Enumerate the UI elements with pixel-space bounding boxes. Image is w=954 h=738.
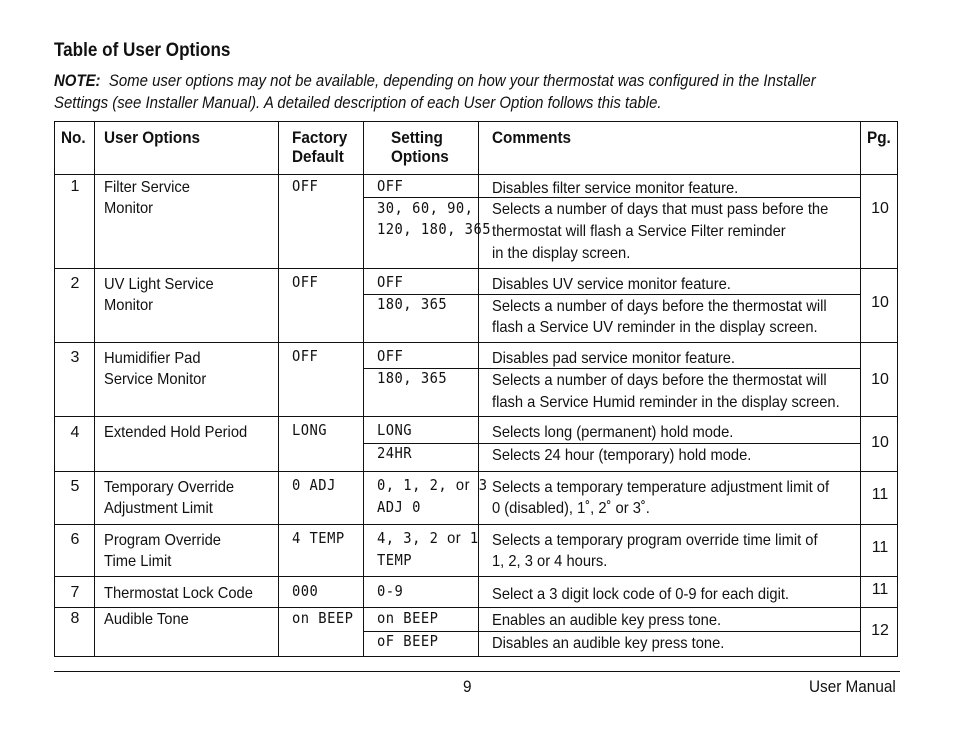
note-text: Some user options may not be available, depending on how your thermostat was configured in the Installer Settings (see Installer Manual). A detailed description of each User Option follows this table. <box>54 71 816 112</box>
row-4-option: Extended Hold Period <box>104 424 248 441</box>
row-7-option: Thermostat Lock Code <box>104 585 253 602</box>
row-8-pg: 12 <box>871 622 889 639</box>
row-2-comment-2b: flash a Service UV reminder in the display screen. <box>492 319 818 336</box>
row-1-setting-2a: 30, 60, 90, <box>377 199 474 217</box>
row-6-setting-1 <box>377 528 479 550</box>
row-2-option-line2: Monitor <box>104 297 154 314</box>
page-title: Table of User Options <box>54 40 231 61</box>
row-1-comment-2b: thermostat will flash a Service Filter reminder <box>492 223 786 240</box>
header-no: No. <box>61 128 86 147</box>
row-4-setting-2: 24HR <box>377 444 413 462</box>
header-setting-options-2: Options <box>391 147 449 166</box>
row-3-option-line1: Humidifier Pad <box>104 350 201 367</box>
row-4-comment-1: Selects long (permanent) hold mode. <box>492 424 734 441</box>
row-3-option-line2: Service Monitor <box>104 371 207 388</box>
row-6-setting-1-last: 1 <box>469 529 479 547</box>
row-5-no: 5 <box>70 478 80 495</box>
user-options-table <box>54 121 898 657</box>
row-1-setting-1: OFF <box>377 177 404 195</box>
row-5-pg: 11 <box>871 486 889 503</box>
row-6-pg: 11 <box>871 539 889 556</box>
row-7-setting-1: 0-9 <box>377 582 404 600</box>
row-5-default: 0 ADJ <box>292 476 336 494</box>
row-7-default: 000 <box>292 582 319 600</box>
row-6-comment-1: Selects a temporary program override time limit of <box>492 532 818 549</box>
row-6-default: 4 TEMP <box>292 529 345 547</box>
row-6-option-line2: Time Limit <box>104 553 172 570</box>
row-5-setting-1-or: or <box>455 477 470 494</box>
row-1-no: 1 <box>70 178 80 195</box>
row-6-no: 6 <box>70 531 80 548</box>
row-6-setting-1-or: or <box>447 530 462 547</box>
footer-rule <box>54 671 900 672</box>
row-3-comment-2b: flash a Service Humid reminder in the display screen. <box>492 394 840 411</box>
row-3-setting-1: OFF <box>377 347 404 365</box>
row-divider <box>55 174 897 175</box>
header-comments: Comments <box>492 128 572 147</box>
header-pg: Pg. <box>867 128 891 147</box>
row-3-pg: 10 <box>871 371 889 388</box>
row-5-setting-1-values: 0, 1, 2, <box>377 476 448 494</box>
row-1-pg: 10 <box>871 200 889 217</box>
row-7-no: 7 <box>70 584 80 601</box>
row-3-comment-2a: Selects a number of days before the thermostat will <box>492 372 827 389</box>
row-8-setting-2: oF BEEP <box>377 632 439 650</box>
row-5-comment-1: Selects a temporary temperature adjustment limit of <box>492 479 830 496</box>
header-factory-default-2: Default <box>292 147 344 166</box>
row-divider <box>55 607 897 608</box>
row-8-option: Audible Tone <box>104 611 189 628</box>
row-2-setting-1: OFF <box>377 273 404 291</box>
row-7-comment-1: Select a 3 digit lock code of 0-9 for each digit. <box>492 586 790 603</box>
row-4-no: 4 <box>70 424 80 441</box>
note-paragraph <box>54 70 846 114</box>
row-1-comment-2a: Selects a number of days that must pass before the <box>492 201 829 218</box>
row-1-comment-2c: in the display screen. <box>492 245 631 262</box>
row-divider <box>55 524 897 525</box>
row-6-setting-2: TEMP <box>377 551 413 569</box>
row-2-default: OFF <box>292 273 319 291</box>
row-5-setting-2: ADJ 0 <box>377 498 421 516</box>
row-divider <box>55 416 897 417</box>
row-2-comment-2a: Selects a number of days before the thermostat will <box>492 298 827 315</box>
row-5-setting-1 <box>377 475 487 497</box>
row-divider <box>55 342 897 343</box>
row-6-setting-1-values: 4, 3, 2 <box>377 529 439 547</box>
row-1-option-line1: Filter Service <box>104 179 190 196</box>
row-8-setting-1: on BEEP <box>377 609 439 627</box>
row-1-default: OFF <box>292 177 319 195</box>
row-5-option-line1: Temporary Override <box>104 479 235 496</box>
row-3-comment-1: Disables pad service monitor feature. <box>492 350 735 367</box>
footer-manual-title: User Manual <box>809 677 896 696</box>
row-divider <box>55 268 897 269</box>
row-6-option-line1: Program Override <box>104 532 221 549</box>
row-2-no: 2 <box>70 275 80 292</box>
header-user-options: User Options <box>104 128 201 147</box>
row-3-default: OFF <box>292 347 319 365</box>
row-5-comment-2: 0 (disabled), 1˚, 2˚ or 3˚. <box>492 500 650 517</box>
row-4-default: LONG <box>292 421 328 439</box>
row-2-setting-2: 180, 365 <box>377 295 448 313</box>
row-1-comment-1: Disables filter service monitor feature. <box>492 180 739 197</box>
row-3-no: 3 <box>70 349 80 366</box>
row-divider <box>55 471 897 472</box>
row-4-setting-1: LONG <box>377 421 413 439</box>
row-4-comment-2: Selects 24 hour (temporary) hold mode. <box>492 447 752 464</box>
row-1-setting-2b: 120, 180, 365 <box>377 220 491 238</box>
row-8-default: on BEEP <box>292 609 354 627</box>
row-8-comment-1: Enables an audible key press tone. <box>492 612 722 629</box>
row-2-pg: 10 <box>871 294 889 311</box>
note-label: NOTE: <box>54 71 101 90</box>
row-8-comment-2: Disables an audible key press tone. <box>492 635 725 652</box>
row-1-option-line2: Monitor <box>104 200 154 217</box>
sub-row-divider <box>363 443 860 444</box>
row-divider <box>55 576 897 577</box>
row-5-setting-1-last: 3 <box>478 476 488 494</box>
row-4-pg: 10 <box>871 434 889 451</box>
row-3-setting-2: 180, 365 <box>377 369 448 387</box>
row-6-comment-2: 1, 2, 3 or 4 hours. <box>492 553 608 570</box>
footer-page-number: 9 <box>463 677 472 696</box>
header-setting-options-1: Setting <box>391 128 443 147</box>
row-8-no: 8 <box>70 610 80 627</box>
row-2-option-line1: UV Light Service <box>104 276 214 293</box>
row-7-pg: 11 <box>871 581 889 598</box>
header-factory-default-1: Factory <box>292 128 348 147</box>
row-5-option-line2: Adjustment Limit <box>104 500 213 517</box>
row-2-comment-1: Disables UV service monitor feature. <box>492 276 731 293</box>
